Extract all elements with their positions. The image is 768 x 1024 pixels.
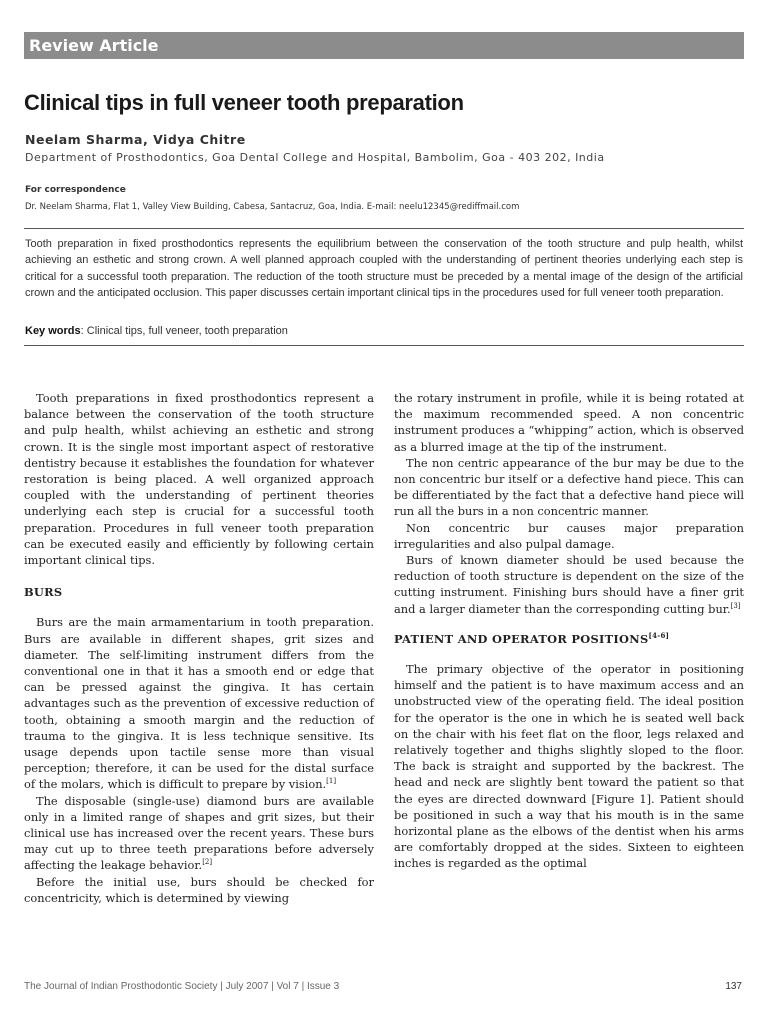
burs-paragraph-2 <box>24 793 374 874</box>
abstract-bottom-rule <box>24 345 744 346</box>
affiliation: Department of Prosthodontics, Goa Dental College and Hospital, Bambolim, Goa - 403 202, India <box>25 151 605 164</box>
burs-paragraph-3: Before the initial use, burs should be checked for concentricity, which is determined by viewing <box>24 874 374 905</box>
intro-paragraph: Tooth preparations in fixed prosthodontics represent a balance between the conservation of the tooth structure and pulp health, whilst achieving an esthetic and strong crown. It is the single most important aspect of restorative dentistry because it establishes the foundation for whatever restoration is being placed. A well organized approach coupled with the understanding of pertinent theories underlying each step is crucial for a successful tooth preparation. Procedures in full veneer tooth preparation can be executed easily and efficiently by following certain important clinical tips. <box>24 391 374 568</box>
continued-paragraph: the rotary instrument in profile, while it is being rotated at the maximum recommended speed. A non concentric instrument produces a “whipping” action, which is observed as a blurred image at the tip of the instrument. <box>394 391 744 454</box>
keywords <box>25 325 288 337</box>
correspondence-text: Dr. Neelam Sharma, Flat 1, Valley View Building, Cabesa, Santacruz, Goa, India. E-mail: neelu12345@rediffmail.com <box>25 202 520 212</box>
burs-paragraph-1-text: Burs are the main armamentarium in tooth preparation. Burs are available in different shapes, grit sizes and diameter. The self-limiting instrument differs from the conventional one in that it has a smooth end or edge that can be pressed against the gingiva. It has certain advantages such as the prevention of excessive reduction of tooth, obtaining a smooth margin and the reduction of trauma to the gingiva. It is less technique sensitive. Its usage depends upon tactile sense more than visual perception; therefore, it can be used for the distal surface of the molars, which is difficult to prepare by vision. <box>24 615 374 792</box>
burs-heading: BURS <box>24 585 63 600</box>
keywords-label: Key words <box>25 325 81 337</box>
abstract-top-rule <box>24 228 744 229</box>
left-column <box>24 390 374 906</box>
citation-ref: [3] <box>730 601 741 610</box>
article-type-banner: Review Article <box>24 32 744 59</box>
paragraph-positions: The primary objective of the operator in positioning himself and the patient is to have maximum access and an unobstructed view of the operating field. The ideal position for the operator is the one in which he is seated well back on the chair with his feet flat on the floor, legs relaxed and relatively together and thighs slightly sloped to the floor. The back is straight and supported by the backrest. The head and neck are slightly bent toward the patient so that the eyes are directed downward [Figure 1]. Patient should be positioned in such a way that his mouth is in the same horizontal plane as the elbows of the dentist when his arms are comfortably dropped at the sides. Sixteen to eighteen inches is regarded as the optimal <box>394 662 744 871</box>
keywords-text: : Clinical tips, full veneer, tooth preparation <box>80 325 288 337</box>
journal-footer: The Journal of Indian Prosthodontic Society | July 2007 | Vol 7 | Issue 3 <box>24 981 340 992</box>
abstract: Tooth preparation in fixed prosthodontics represents the equilibrium between the conservation of the tooth structure and pulp health, whilst achieving an esthetic and strong crown. A well planned approach coupled with the understanding of pertinent theories underlying each step is critical for a successful tooth preparation. The reduction of the tooth structure must be preceded by a mental image of the design of the artificial crown and the anticipated occlusion. This paper discusses certain important clinical tips in the procedures used for full veneer tooth preparation. <box>25 238 743 300</box>
burs-paragraph-2-text: The disposable (single-use) diamond burs are available only in a limited range of shapes and grit sizes, but their clinical use has increased over the recent years. These burs may cut up to three teeth preparations before adversely affecting the leakage behavior. <box>24 793 374 873</box>
positions-heading <box>394 631 744 647</box>
authors: Neelam Sharma, Vidya Chitre <box>25 132 246 147</box>
paragraph-non-centric: The non centric appearance of the bur may be due to the non concentric bur itself or a defective hand piece. This can be differentiated by the fact that a defective hand piece will run all the burs in a non concentric manner. <box>394 455 744 519</box>
paragraph-known-diameter-text: Burs of known diameter should be used because the reduction of tooth structure is dependent on the size of the cutting instrument. Finishing burs should have a finer grit and a larger diameter than the corresponding cutting bur. <box>394 553 744 616</box>
burs-paragraph-1 <box>24 614 374 792</box>
citation-ref: [4-6] <box>648 631 670 641</box>
paragraph-known-diameter <box>394 552 744 617</box>
right-column <box>394 390 744 872</box>
paragraph-irregularities: Non concentric bur causes major preparation irregularities and also pulpal damage. <box>394 520 744 551</box>
article-title: Clinical tips in full veneer tooth preparation <box>24 90 464 115</box>
page-number: 137 <box>725 981 742 992</box>
positions-heading-text: PATIENT AND OPERATOR POSITIONS <box>394 631 649 646</box>
correspondence-label: For correspondence <box>25 185 126 195</box>
citation-ref: [1] <box>326 777 337 786</box>
citation-ref: [2] <box>202 858 213 867</box>
